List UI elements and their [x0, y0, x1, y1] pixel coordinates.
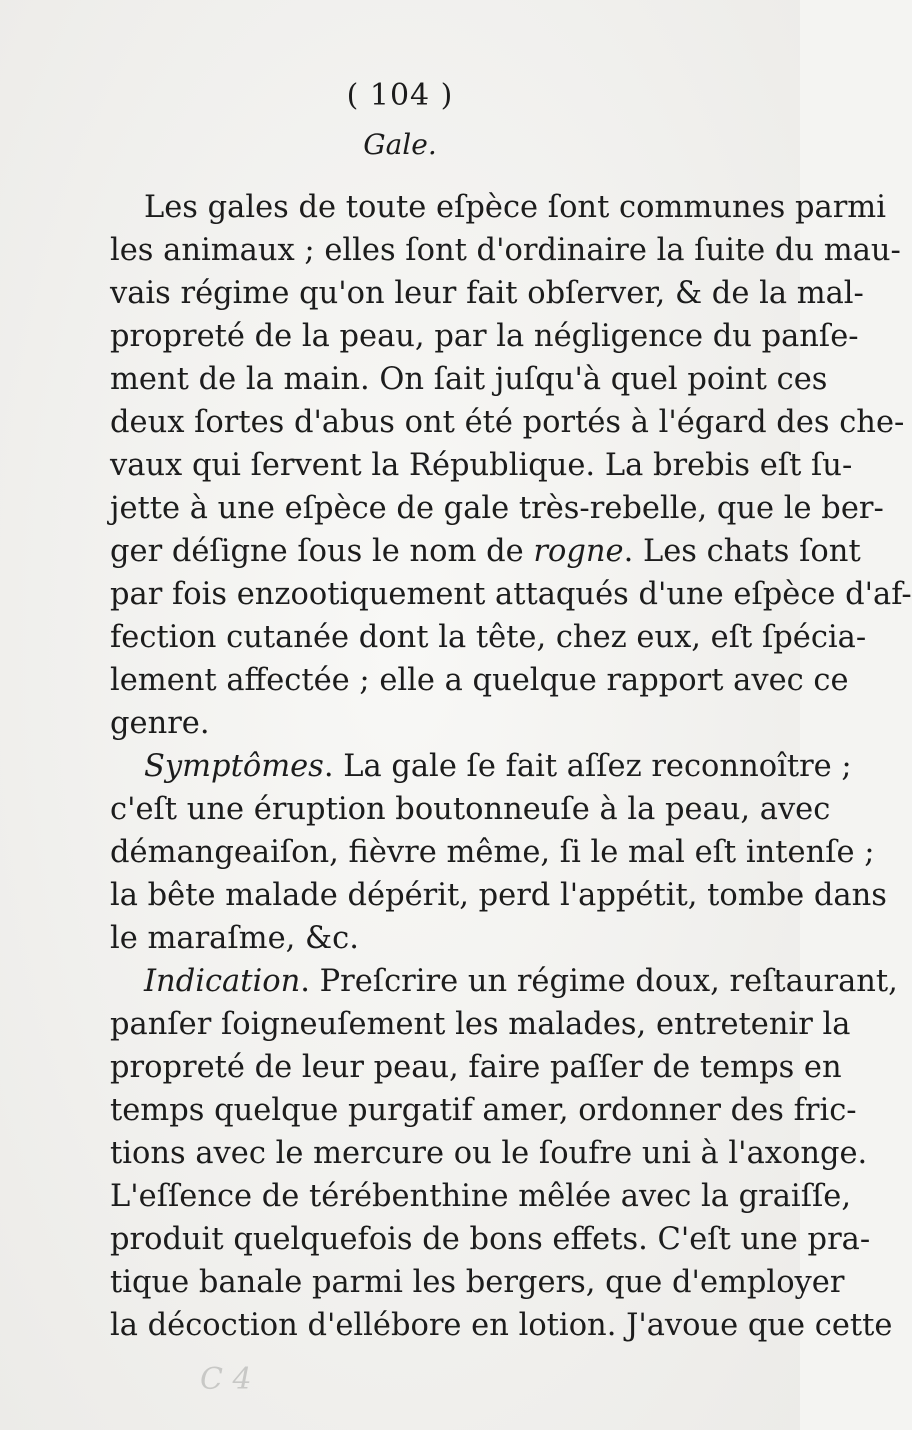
text-line: la bête malade dépérit, perd l'appétit, tombe dans [110, 878, 887, 913]
text-line: Les gales de toute eſpèce ſont communes parmi [144, 190, 886, 225]
text-line: fection cutanée dont la tête, chez eux, eſt ſpécia- [110, 620, 867, 655]
section-title: Gale. [363, 128, 437, 161]
text-line: tions avec le mercure ou le ſoufre uni à l'axonge. [110, 1136, 868, 1171]
text-line: vais régime qu'on leur fait obſerver, & de la mal- [110, 276, 864, 311]
text-line: propreté de la peau, par la négligence du panſe- [110, 319, 859, 354]
text-line: c'eſt une éruption boutonneuſe à la peau, avec [110, 792, 831, 827]
text-line: produit quelquefois de bons effets. C'eſt une pra- [110, 1222, 871, 1257]
text-line: tique banale parmi les bergers, que d'employer [110, 1265, 845, 1300]
page-number-header: ( 104 ) [346, 78, 454, 113]
text-line: le maraſme, &c. [110, 921, 359, 956]
text-line: vaux qui ſervent la République. La brebis eſt ſu- [110, 448, 853, 483]
text-line: temps quelque purgatif amer, ordonner des fric- [110, 1093, 857, 1128]
text-line: propreté de leur peau, faire paſſer de temps en [110, 1050, 842, 1085]
text-line: deux ſortes d'abus ont été portés à l'égard des che- [110, 405, 905, 440]
text-line: jette à une eſpèce de gale très-rebelle, que le ber- [110, 491, 884, 526]
text-line: genre. [110, 706, 210, 741]
text-line: Indication. Preſcrire un régime doux, reſtaurant, [144, 964, 898, 999]
text-line: la décoction d'ellébore en lotion. J'avoue que cette [110, 1308, 893, 1343]
text-line: L'eſſence de térébenthine mêlée avec la graiſſe, [110, 1179, 852, 1214]
text-line: ger déſigne ſous le nom de rogne. Les chats ſont [110, 534, 861, 569]
text-line: les animaux ; elles ſont d'ordinaire la ſuite du mau- [110, 233, 901, 268]
text-line: démangeaiſon, fièvre même, ſi le mal eſt intenſe ; [110, 835, 875, 870]
text-line: par fois enzootiquement attaqués d'une eſpèce d'af- [110, 577, 912, 612]
signature-mark: C 4 [200, 1362, 252, 1397]
text-line: ment de la main. On ſait juſqu'à quel point ces [110, 362, 828, 397]
text-line: lement affectée ; elle a quelque rapport avec ce [110, 663, 849, 698]
text-line: Symptômes. La gale ſe fait aſſez reconnoître ; [144, 749, 852, 784]
text-line: panſer ſoigneuſement les malades, entretenir la [110, 1007, 851, 1042]
